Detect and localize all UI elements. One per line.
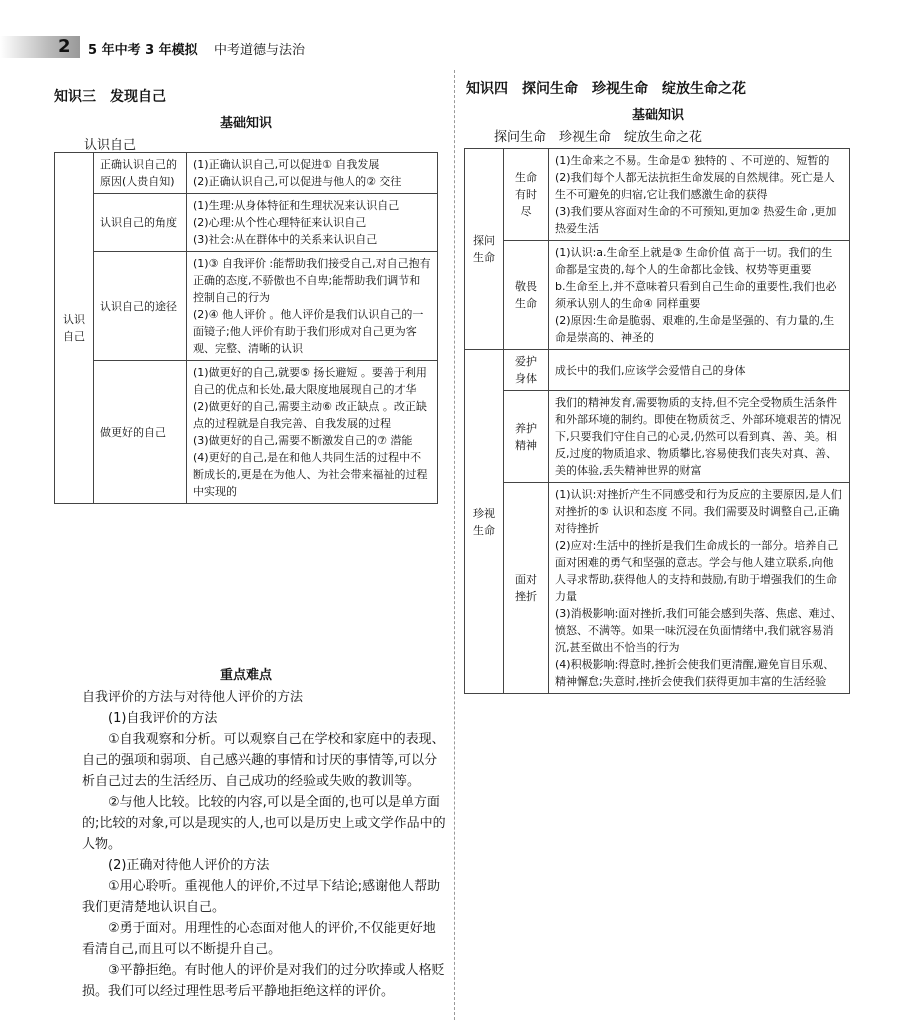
paragraph: ②勇于面对。用理性的心态面对他人的评价,不仅能更好地看清自己,而且可以不断提升自己。 (82, 921, 436, 957)
group-cell: 认识自己 (55, 153, 94, 504)
page-number: 2 (58, 36, 71, 57)
row-content (549, 350, 850, 391)
key-title: 自我评价的方法与对待他人评价的方法 (82, 690, 304, 705)
knowledge-table-left (54, 152, 438, 504)
content-line: (2)正确认识自己,可以促进与他人的② 交往 (193, 175, 402, 188)
paragraph: ②与他人比较。比较的内容,可以是全面的,也可以是单方面的;比较的对象,可以是现实的人,也可以是历史上或文学作品中的人物。 (82, 795, 446, 852)
content-line: (1)认识:对挫折产生不同感受和行为反应的主要原因,是人们对挫折的⑤ 认识和态度 不同。我们需要及时调整自己,正确对待挫折 (555, 488, 842, 535)
row-content (549, 391, 850, 483)
content-line: (2)应对:生活中的挫折是我们生命成长的一部分。培养自己面对困难的勇气和坚强的意志。学会与他人建立联系,向他人寻求帮助,获得他人的支持和鼓励,有助于增强我们的生命力量 (555, 539, 839, 603)
content-line: (2)我们每个人都无法抗拒生命发展的自然规律。死亡是人生不可避免的归宿,它让我们感激生命的获得 (555, 171, 835, 201)
paragraph: ①自我观察和分析。可以观察自己在学校和家庭中的表现、自己的强项和弱项、自己感兴趣的事情和讨厌的事情等,可以分析自己过去的生活经历、自己成功的经验或失败的教训等。 (82, 732, 445, 789)
content-line: (1)认识:a.生命至上就是③ 生命价值 高于一切。我们的生命都是宝贵的,每个人的生命都比金钱、权势等更重要 (555, 246, 833, 276)
paragraph: (2)正确对待他人评价的方法 (108, 858, 270, 873)
content-line: 成长中的我们,应该学会爱惜自己的身体 (555, 363, 746, 377)
row-label: 面对挫折 (504, 483, 549, 694)
sub-heading-left: 认识自己 (84, 138, 137, 153)
row-label: 敬畏生命 (504, 241, 549, 350)
basic-heading-right: 基础知识 (631, 108, 684, 123)
sub-heading-right: 探问生命 珍视生命 绽放生命之花 (494, 130, 703, 145)
group-cell: 珍视生命 (465, 350, 504, 694)
content-line: (1)生理:从身体特征和生理状况来认识自己 (193, 199, 400, 212)
table-row (55, 153, 438, 194)
table-row (465, 350, 850, 391)
row-label: 认识自己的角度 (94, 194, 187, 252)
content-line: (3)消极影响:面对挫折,我们可能会感到失落、焦虑、难过、愤怒、不满等。如果一味沉浸在负面情绪中,我们就容易消沉,甚至做出不恰当的行为 (555, 607, 842, 654)
table-row (465, 241, 850, 350)
row-label: 养护精神 (504, 391, 549, 483)
content-line: (3)我们要从容面对生命的不可预知,更加② 热爱生命 ,更加热爱生活 (555, 205, 837, 235)
content-line: (3)做更好的自己,需要不断激发自己的⑦ 潜能 (193, 434, 413, 447)
table-row (465, 483, 850, 694)
content-line: (3)社会:从在群体中的关系来认识自己 (193, 233, 378, 246)
content-line: (2)④ 他人评价 。他人评价是我们认识自己的一面镜子;他人评价有助于我们形成对自己更为客观、完整、清晰的认识 (193, 308, 424, 355)
row-label: 认识自己的途径 (94, 252, 187, 361)
row-content (549, 483, 850, 694)
row-content (187, 153, 438, 194)
row-content (549, 149, 850, 241)
column-divider (454, 70, 455, 1020)
basic-heading-left: 基础知识 (219, 116, 272, 131)
content-line: (1)生命来之不易。生命是① 独特的 、不可逆的、短暂的 (555, 154, 830, 167)
row-label: 生命有时尽 (504, 149, 549, 241)
table-row (55, 194, 438, 252)
paragraph: ①用心聆听。重视他人的评价,不过早下结论;感谢他人帮助我们更清楚地认识自己。 (82, 879, 441, 915)
row-label: 爱护身体 (504, 350, 549, 391)
row-content (187, 252, 438, 361)
knowledge-table-right (464, 148, 850, 694)
content-line: (4)积极影响:得意时,挫折会使我们更清醒,避免盲目乐观、精神懈怠;失意时,挫折会使我们获得更加丰富的生活经验 (555, 658, 835, 688)
content-line: (1)③ 自我评价 :能帮助我们接受自己,对自己抱有正确的态度,不骄傲也不自卑;能帮助我们调节和控制自己的行为 (193, 257, 431, 304)
content-line: (2)做更好的自己,需要主动⑥ 改正缺点 。改正缺点的过程就是自我完善、自我发展的过程 (193, 400, 427, 430)
key-heading: 重点难点 (219, 668, 272, 683)
content-line: (1)正确认识自己,可以促进① 自我发展 (193, 158, 380, 171)
section-title-4: 知识四 探问生命 珍视生命 绽放生命之花 (466, 81, 746, 97)
book-title: 5 年中考 3 年模拟 (88, 43, 198, 58)
subject-title: 中考道德与法治 (214, 43, 306, 58)
table-row (465, 391, 850, 483)
content-line: (1)做更好的自己,就要⑤ 扬长避短 。要善于利用自己的优点和长处,最大限度地展现自己的才华 (193, 366, 427, 396)
row-content (187, 194, 438, 252)
content-line: (2)原因:生命是脆弱、艰难的,生命是坚强的、有力量的,生命是崇高的、神圣的 (555, 314, 835, 344)
group-cell: 探问生命 (465, 149, 504, 350)
row-content (187, 361, 438, 504)
content-line: (4)更好的自己,是在和他人共同生活的过程中不断成长的,更是在为他人、为社会带来福祉的过程中实现的 (193, 451, 428, 498)
section-title-3: 知识三 发现自己 (54, 89, 166, 105)
row-content (549, 241, 850, 350)
content-line: (2)心理:从个性心理特征来认识自己 (193, 216, 367, 229)
table-row (55, 252, 438, 361)
content-line: b.生命至上,并不意味着只看到自己生命的重要性,我们也必须承认别人的生命④ 同样重要 (555, 280, 837, 310)
key-body (82, 708, 448, 1002)
row-label: 正确认识自己的原因(人贵自知) (94, 153, 187, 194)
table-row (55, 361, 438, 504)
paragraph: (1)自我评价的方法 (108, 711, 218, 726)
paragraph: ③平静拒绝。有时他人的评价是对我们的过分吹捧或人格贬损。我们可以经过理性思考后平静地拒绝这样的评价。 (82, 963, 445, 999)
table-row (465, 149, 850, 241)
content-line: 我们的精神发育,需要物质的支持,但不完全受物质生活条件和外部环境的制约。即使在物质贫乏、外部环境艰苦的情况下,只要我们守住自己的心灵,仍然可以看到真、善、美。相反,过度的物质追求、物质攀比,容易使我们丧失对真、善、美的体验,丢失精神世界的财富 (555, 396, 841, 477)
row-label: 做更好的自己 (94, 361, 187, 504)
